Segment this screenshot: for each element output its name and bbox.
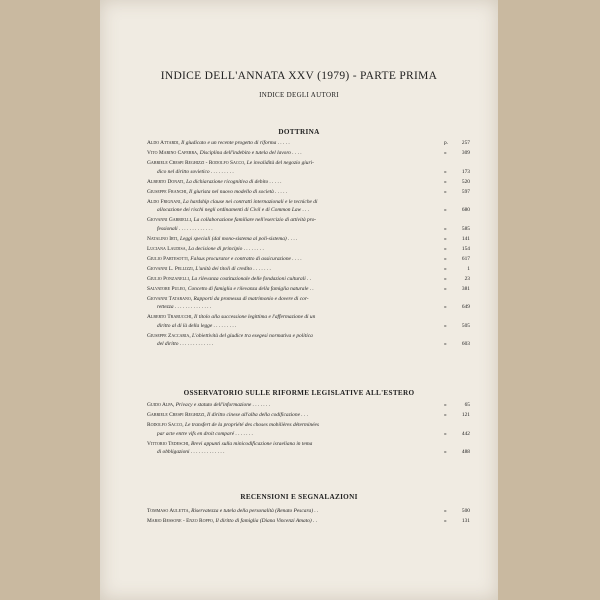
index-entry <box>147 401 470 410</box>
index-entry <box>147 313 470 330</box>
entry-page-marker: » <box>444 265 447 272</box>
index-entry <box>147 265 470 274</box>
entry-author: Tommaso Auletta, <box>147 508 190 514</box>
entry-page-number: 309 <box>461 150 470 156</box>
entry-author: Giovanni L. Pellizzi, <box>147 265 195 272</box>
entry-author: Aldo Frignani, <box>147 198 182 205</box>
entry-author: Giulio Ponzanelli, <box>147 275 191 282</box>
entry-title: Il giudicato e un recente progetto di riforma . . . . . <box>179 140 290 146</box>
section-entries-osservatorio <box>147 401 470 458</box>
entry-page-marker: » <box>444 341 447 347</box>
entry-page-ref <box>444 411 470 420</box>
entry-title: Il diritto di famiglia (Diana Vincenzi Amato) . . <box>214 518 318 524</box>
entry-page-number: 1 <box>467 265 470 272</box>
index-entry <box>147 159 470 176</box>
index-entry <box>147 216 470 233</box>
entry-page-number: 23 <box>464 275 470 282</box>
entry-author: Rodolfo Sacco, <box>147 422 184 428</box>
entry-page-number: 173 <box>461 168 470 175</box>
entry-title: Le transfert de la propriété des choses mobilières déterminées <box>183 422 320 428</box>
entry-page-ref <box>444 322 470 331</box>
section-title-dottrina: DOTTRINA <box>278 128 320 136</box>
entry-page-number: 488 <box>461 449 470 455</box>
entry-title: Leggi speciali (dal mono-sistema al poli-sistema) . . . . <box>178 235 298 242</box>
entry-page-marker: » <box>444 322 447 329</box>
index-entry <box>147 421 470 438</box>
entry-page-ref <box>444 245 470 254</box>
index-entry <box>147 440 470 457</box>
entry-author: Giovanni Gabrielli, <box>147 217 193 223</box>
section-title-osservatorio: OSSERVATORIO SULLE RIFORME LEGISLATIVE ALL'ESTERO <box>183 389 415 397</box>
index-entry <box>147 245 470 254</box>
entry-author: Alberto Donati, <box>147 178 185 185</box>
entry-page-ref <box>444 255 470 264</box>
entry-title: Riservatezza e tutela della personalità (Renato Pescara) . . <box>189 508 319 514</box>
entry-title: La collaborazione familiare nell'esercizio di attività pro- <box>192 217 317 223</box>
section-title-recensioni: RECENSIONI E SEGNALAZIONI <box>240 493 358 501</box>
entry-title: Concetto di famiglia e rilevanza della famiglia naturale . . <box>186 285 314 292</box>
entry-page-marker: » <box>444 304 447 310</box>
entry-title-continuation: di obbligazioni . . . . . . . . . . . . . <box>157 449 225 455</box>
entry-page-marker: » <box>444 449 447 455</box>
entry-title: La decisione di principio . . . . . . . . <box>186 245 264 252</box>
entry-page-ref <box>444 275 470 284</box>
entry-page-ref <box>444 225 470 234</box>
entry-page-marker: » <box>444 518 447 524</box>
entry-page-number: 603 <box>461 341 470 347</box>
entry-page-marker: » <box>444 508 447 514</box>
index-entry <box>147 188 470 197</box>
entry-page-ref <box>444 235 470 244</box>
entry-page-number: 500 <box>461 508 470 514</box>
entry-author: Giulio Partesotti, <box>147 255 190 262</box>
entry-author: Gabriele Crespi Reghizzi - Rodolfo Sacco, <box>147 160 246 166</box>
entry-title: Privacy e statuto dell'informazione . . . . . . . <box>174 402 271 408</box>
index-entry <box>147 178 470 187</box>
entry-author: Guido Alpa, <box>147 402 175 408</box>
entry-page-marker: » <box>444 275 447 282</box>
entry-page-marker: » <box>444 207 447 213</box>
entry-page-ref <box>444 401 470 410</box>
entry-page-number: 520 <box>461 178 470 185</box>
entry-page-number: 154 <box>461 245 470 252</box>
entry-title-continuation: dico nel diritto sovietico . . . . . . . . . <box>157 168 234 175</box>
entry-page-ref <box>444 139 470 148</box>
entry-author: Vittorio Tedeschi, <box>147 440 190 447</box>
entry-page-number: 597 <box>461 188 470 195</box>
section-entries-dottrina <box>147 139 470 350</box>
index-entry <box>147 295 470 312</box>
entry-page-number: 257 <box>461 140 470 146</box>
index-entry <box>147 255 470 264</box>
index-entry <box>147 149 470 158</box>
entry-author: Mario Bessone - Enzo Roppo, <box>147 518 215 524</box>
index-entry <box>147 139 470 148</box>
entry-page-marker: » <box>444 255 447 262</box>
entry-page-number: 505 <box>461 322 470 329</box>
entry-title: Il diritto cinese all'alba della codificazione . . . <box>205 412 309 418</box>
index-entry <box>147 235 470 244</box>
entry-page-ref <box>444 149 470 158</box>
entry-title: Rapporti da promessa di matrimonio e dovere di cor- <box>192 295 309 302</box>
entry-page-ref <box>444 168 470 177</box>
entry-title: La dichiarazione ricognitiva di debito . . . . . <box>184 178 282 185</box>
entry-title-continuation: allocazione dei rischi negli ordinamenti di Civil e di Common Law . . . <box>157 207 310 213</box>
document-page <box>100 0 498 600</box>
entry-page-number: 381 <box>461 285 470 292</box>
entry-page-number: 442 <box>461 430 470 437</box>
entry-page-marker: » <box>444 235 447 242</box>
entry-page-ref <box>444 340 470 349</box>
index-entry <box>147 517 470 526</box>
entry-title-continuation: fessionali . . . . . . . . . . . . . <box>157 225 213 232</box>
entry-title: Falsus procurator e contratto di assicurazione . . . . <box>189 255 302 262</box>
entry-page-ref <box>444 188 470 197</box>
entry-page-ref <box>444 178 470 187</box>
entry-page-ref <box>444 448 470 457</box>
entry-page-marker: » <box>444 402 447 408</box>
entry-page-marker: » <box>444 412 447 418</box>
entry-page-ref <box>444 507 470 516</box>
page-subtitle: INDICE DEGLI AUTORI <box>259 91 339 99</box>
entry-page-marker: » <box>444 285 447 292</box>
entry-page-marker: » <box>444 178 447 185</box>
index-entry <box>147 411 470 420</box>
entry-author: Gabriele Crespi Reghizzi, <box>147 412 206 418</box>
entry-title: La rilevanza costituzionale delle fondazioni culturali . . <box>190 275 312 282</box>
entry-page-marker: » <box>444 168 447 175</box>
entry-title-continuation: diritto al di là della legge . . . . . . . . . <box>157 322 237 329</box>
index-entry <box>147 275 470 284</box>
index-entry <box>147 285 470 294</box>
entry-page-ref <box>444 206 470 215</box>
entry-title-continuation: par acte entre vifs en droit comparé . . . . . . . <box>157 430 254 437</box>
index-entry <box>147 507 470 516</box>
entry-title: La hardship clause nei contratti internazionali e le tecniche di <box>181 198 318 205</box>
entry-page-number: 141 <box>461 235 470 242</box>
entry-page-number: 65 <box>464 402 470 408</box>
entry-title: Il titolo alla successione legittima e l'affermazione di un <box>192 314 316 320</box>
entry-author: Giovanni Tatarano, <box>147 295 193 302</box>
entry-title: Il giurista nel nuovo modello di società . . . . . <box>187 188 288 195</box>
page-title: INDICE DELL'ANNATA XXV (1979) - PARTE PRIMA <box>160 70 438 82</box>
entry-page-ref <box>444 303 470 312</box>
entry-page-number: 649 <box>461 304 470 310</box>
index-entry <box>147 332 470 349</box>
entry-page-marker: » <box>444 225 447 232</box>
entry-author: Vito Marino Caferra, <box>147 150 199 156</box>
entry-author: Giuseppe Franchi, <box>147 188 188 195</box>
section-entries-recensioni <box>147 507 470 527</box>
entry-author: Luciana Laudisa, <box>147 245 187 252</box>
entry-page-number: 131 <box>461 518 470 524</box>
entry-page-ref <box>444 430 470 439</box>
entry-title: L'obiettività del giudice tra esegesi normativa e politica <box>190 332 313 339</box>
entry-page-marker: » <box>444 430 447 437</box>
entry-page-ref <box>444 285 470 294</box>
entry-author: Salvatore Puleo, <box>147 285 187 292</box>
entry-title: Disciplina dell'indebito e tutela del lavoro . . . . <box>198 150 302 156</box>
entry-page-marker: » <box>444 150 447 156</box>
entry-page-number: 680 <box>461 207 470 213</box>
entry-title-continuation: del diritto . . . . . . . . . . . . . <box>157 341 214 347</box>
entry-author: Natalino Irti, <box>147 235 179 242</box>
entry-page-ref <box>444 517 470 526</box>
entry-page-number: 121 <box>461 412 470 418</box>
entry-title: Le invalidità del negozio giuri- <box>245 160 314 166</box>
entry-page-number: 617 <box>461 255 470 262</box>
entry-page-number: 585 <box>461 225 470 232</box>
entry-title: L'unità dei titoli di credito . . . . . . . <box>194 265 271 272</box>
entry-author: Alberto Trabucchi, <box>147 314 193 320</box>
entry-author: Giuseppe Zaccaria, <box>147 332 191 339</box>
entry-title: Brevi appunti sulla minicodificazione israeliana in tema <box>189 440 313 447</box>
index-entry <box>147 198 470 215</box>
entry-title-continuation: rettezza . . . . . . . . . . . . . . <box>157 304 212 310</box>
entry-page-marker: p. <box>444 140 449 146</box>
entry-page-ref <box>444 265 470 274</box>
entry-page-marker: » <box>444 188 447 195</box>
entry-page-marker: » <box>444 245 447 252</box>
entry-author: Aldo Attardi, <box>147 140 180 146</box>
